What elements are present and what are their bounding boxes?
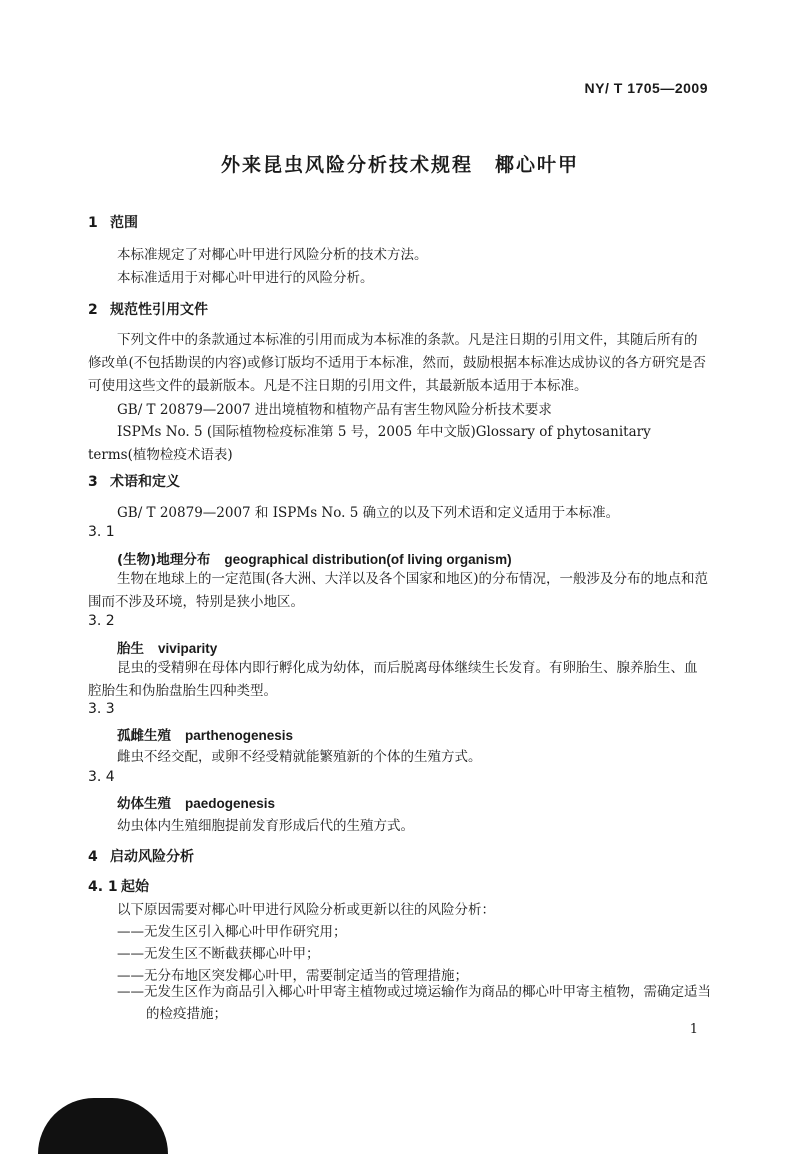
term-heading — [117, 637, 217, 657]
list-item: ——无发生区引入椰心叶甲作研究用； — [117, 924, 347, 940]
paragraph: 下列文件中的条款通过本标准的引用而成为本标准的条款。凡是注日期的引用文件，其随后所有的修改单(不包括勘误的内容)或修订版均不适用于本标准，然而，鼓励根据本标准达成协议的各方研究是否可使用这些文件的最新版本。凡是不注日期的引用文件，其最新版本适用于本标准。 — [88, 332, 707, 394]
subsection-title: 起始 — [121, 879, 149, 895]
paragraph: 以下原因需要对椰心叶甲进行风险分析或更新以往的风险分析： — [117, 902, 495, 918]
term-chinese: 孤雌生殖 — [117, 728, 171, 744]
scan-artifact — [38, 1098, 168, 1154]
term-chinese: (生物)地理分布 — [117, 552, 211, 568]
term-definition: 生物在地球上的一定范围(各大洲、大洋以及各个国家和地区)的分布情况，一般涉及分布的地点和范围而不涉及环境，特别是狭小地区。 — [88, 571, 709, 610]
section-number: 2 — [88, 302, 98, 318]
title-main: 外来昆虫风险分析技术规程 — [220, 154, 473, 176]
term-english: geographical distribution(of living organism) — [224, 552, 512, 567]
term-heading — [117, 792, 275, 812]
section-4-heading — [88, 846, 194, 866]
section-1-heading — [88, 212, 138, 232]
section-2-heading — [88, 299, 208, 319]
reference-item: GB/ T 20879—2007 进出境植物和植物产品有害生物风险分析技术要求 — [117, 402, 552, 418]
section-title: 范围 — [110, 215, 138, 231]
standard-code: NY/ T 1705—2009 — [584, 80, 708, 96]
paragraph: GB/ T 20879—2007 和 ISPMs No. 5 确立的以及下列术语和定义适用于本标准。 — [117, 505, 620, 521]
section-number: 4 — [88, 849, 98, 865]
term-english: viviparity — [158, 641, 218, 656]
term-english: parthenogenesis — [185, 728, 294, 743]
section-title: 规范性引用文件 — [110, 302, 208, 318]
term-heading — [117, 548, 512, 568]
clause-number: 3. 3 — [88, 701, 115, 717]
subsection-number: 4. 1 — [88, 879, 118, 895]
term-definition: 幼虫体内生殖细胞提前发育形成后代的生殖方式。 — [117, 818, 414, 834]
section-number: 1 — [88, 215, 98, 231]
section-number: 3 — [88, 474, 98, 490]
section-title: 启动风险分析 — [110, 849, 194, 865]
list-item: ——无发生区不断截获椰心叶甲； — [117, 946, 320, 962]
document-title — [0, 150, 800, 177]
clause-number: 3. 4 — [88, 769, 115, 785]
subsection-4-1-heading — [88, 876, 149, 896]
section-3-heading — [88, 471, 180, 491]
list-item: ——无分布地区突发椰心叶甲，需要制定适当的管理措施； — [117, 968, 468, 984]
paragraph: 本标准适用于对椰心叶甲进行的风险分析。 — [117, 270, 374, 286]
reference-item: ISPMs No. 5 (国际植物检疫标准第 5 号，2005 年中文版)Glossary of phytosanitary terms(植物检疫术语表) — [88, 424, 651, 463]
term-definition: 昆虫的受精卵在母体内即行孵化成为幼体，而后脱离母体继续生长发育。有卵胎生、腺养胎生、血腔胎生和伪胎盘胎生四种类型。 — [88, 660, 698, 699]
clause-number: 3. 2 — [88, 613, 115, 629]
list-item: ——无发生区作为商品引入椰心叶甲寄主植物或过境运输作为商品的椰心叶甲寄主植物，需确定适当的检疫措施； — [117, 984, 711, 1022]
term-english: paedogenesis — [185, 796, 276, 811]
page-number: 1 — [689, 1022, 698, 1037]
term-heading — [117, 724, 293, 744]
paragraph: 本标准规定了对椰心叶甲进行风险分析的技术方法。 — [117, 247, 428, 263]
term-chinese: 幼体生殖 — [117, 796, 171, 812]
term-definition: 雌虫不经交配，或卵不经受精就能繁殖新的个体的生殖方式。 — [117, 749, 482, 765]
clause-number: 3. 1 — [88, 524, 115, 540]
title-sub: 椰心叶甲 — [495, 154, 580, 176]
section-title: 术语和定义 — [110, 474, 180, 490]
term-chinese: 胎生 — [117, 641, 144, 657]
